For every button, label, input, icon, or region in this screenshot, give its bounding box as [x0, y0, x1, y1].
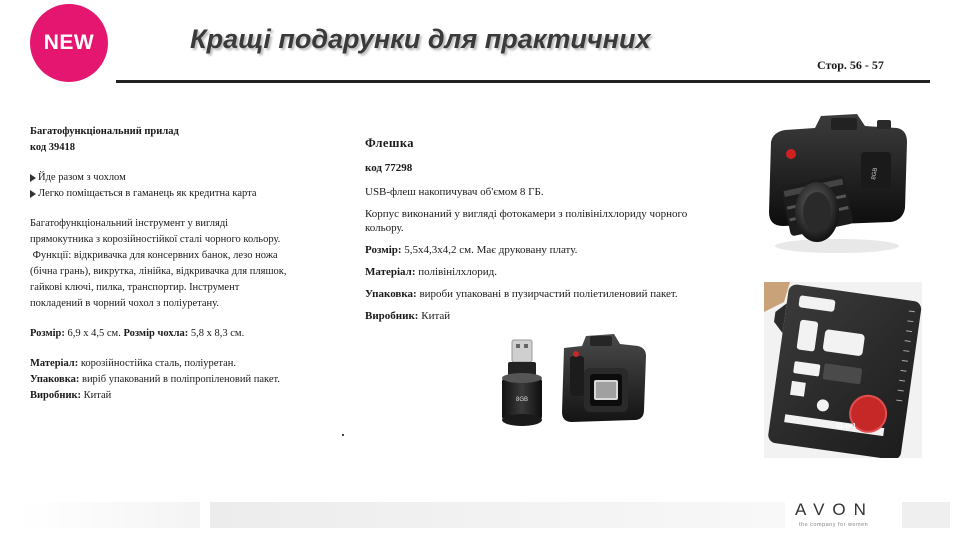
material-label: Матеріал:: [365, 266, 416, 278]
svg-text:8GB: 8GB: [515, 397, 529, 403]
multitool-desc-line: Багатофункціональний інструмент у вигляді: [30, 218, 229, 229]
avon-logo: AVON: [795, 500, 874, 519]
flash-line: USB-флеш накопичувач об'ємом 8 ГБ.: [365, 186, 544, 198]
case-size-label: Розмір чохла:: [123, 328, 189, 339]
maker-value: Китай: [83, 390, 112, 401]
title-underline: [116, 80, 930, 83]
multitool-desc-line: прямокутника з корозійностійкої сталі чорного кольору.: [30, 234, 281, 245]
page-numbers: Стор. 56 - 57: [817, 58, 884, 72]
list-item: Йде разом з чохлом: [30, 170, 330, 186]
flash-line: Корпус виконаний у вигляді фотокамери з полівінілхлориду чорного кольору.: [365, 208, 688, 234]
multitool-desc-line: гайкові ключі, пилка, транспортир. Інструмент: [30, 282, 240, 293]
package-label: Упаковка:: [30, 374, 80, 385]
footer-bar-middle: [210, 502, 785, 528]
multitool-material: [30, 356, 330, 372]
new-badge-label: NEW: [43, 31, 95, 54]
avon-tagline: the company for women: [799, 522, 869, 528]
flash-material: [365, 265, 710, 279]
usb-camera-drive-image: [478, 326, 650, 430]
multitool-desc-line: (бічна грань), викрутка, лінійка, відкривачка для пляшок,: [30, 266, 287, 277]
svg-text:8GB: 8GB: [871, 167, 880, 181]
multitool-desc-line: Функції: відкривачка для консервних банок, лезо ножа: [30, 250, 278, 261]
multitool-maker: [30, 388, 330, 404]
multitool-bullets: [30, 170, 330, 202]
multitool-size: [30, 326, 330, 342]
list-item: Легко поміщається в гаманець як кредитна карта: [30, 186, 330, 202]
page-title: Кращі подарунки для практичних: [190, 24, 651, 54]
size-value: 6,9 х 4,5 см.: [67, 328, 121, 339]
size-label: Розмір:: [30, 328, 65, 339]
multitool-desc-line: покладений в чорний чохол з поліуретану.: [30, 298, 219, 309]
package-label: Упаковка:: [365, 288, 417, 300]
material-label: Матеріал:: [30, 358, 79, 369]
material-value: корозійностійка сталь, поліуретан.: [80, 358, 237, 369]
multitool-code: код 39418: [30, 142, 76, 153]
flash-code: код 77298: [365, 162, 413, 174]
flash-maker: [365, 309, 710, 323]
flash-size: [365, 243, 710, 257]
maker-label: Виробник:: [30, 390, 82, 401]
multitool-card-image: [764, 282, 922, 458]
multitool-description: [30, 124, 330, 404]
material-value: полівінілхлорид.: [418, 266, 497, 278]
package-value: виріб упакований в поліпропіленовий пакет.: [81, 374, 280, 385]
multitool-package: [30, 372, 330, 388]
new-badge: [30, 4, 108, 82]
multitool-name: Багатофункціональний прилад: [30, 126, 179, 137]
camera-flash-drive-image: [757, 108, 915, 256]
package-value: вироби упаковані в пузирчастий поліетиленовий пакет.: [419, 288, 678, 300]
flash-package: [365, 287, 710, 301]
maker-label: Виробник:: [365, 310, 419, 322]
footer-bar-right: [902, 502, 950, 528]
size-value: 5,5х4,3х4,2 см. Має друковану плату.: [404, 244, 578, 256]
flash-name: Флешка: [365, 136, 414, 150]
case-size-value: 5,8 х 8,3 см.: [190, 328, 245, 339]
size-label: Розмір:: [365, 244, 402, 256]
flash-drive-description: [365, 136, 710, 331]
footer-bar-left: [20, 502, 200, 528]
stray-dot: [342, 434, 344, 436]
card-stamp: 11-в-1: [835, 423, 857, 430]
maker-value: Китай: [421, 310, 451, 322]
